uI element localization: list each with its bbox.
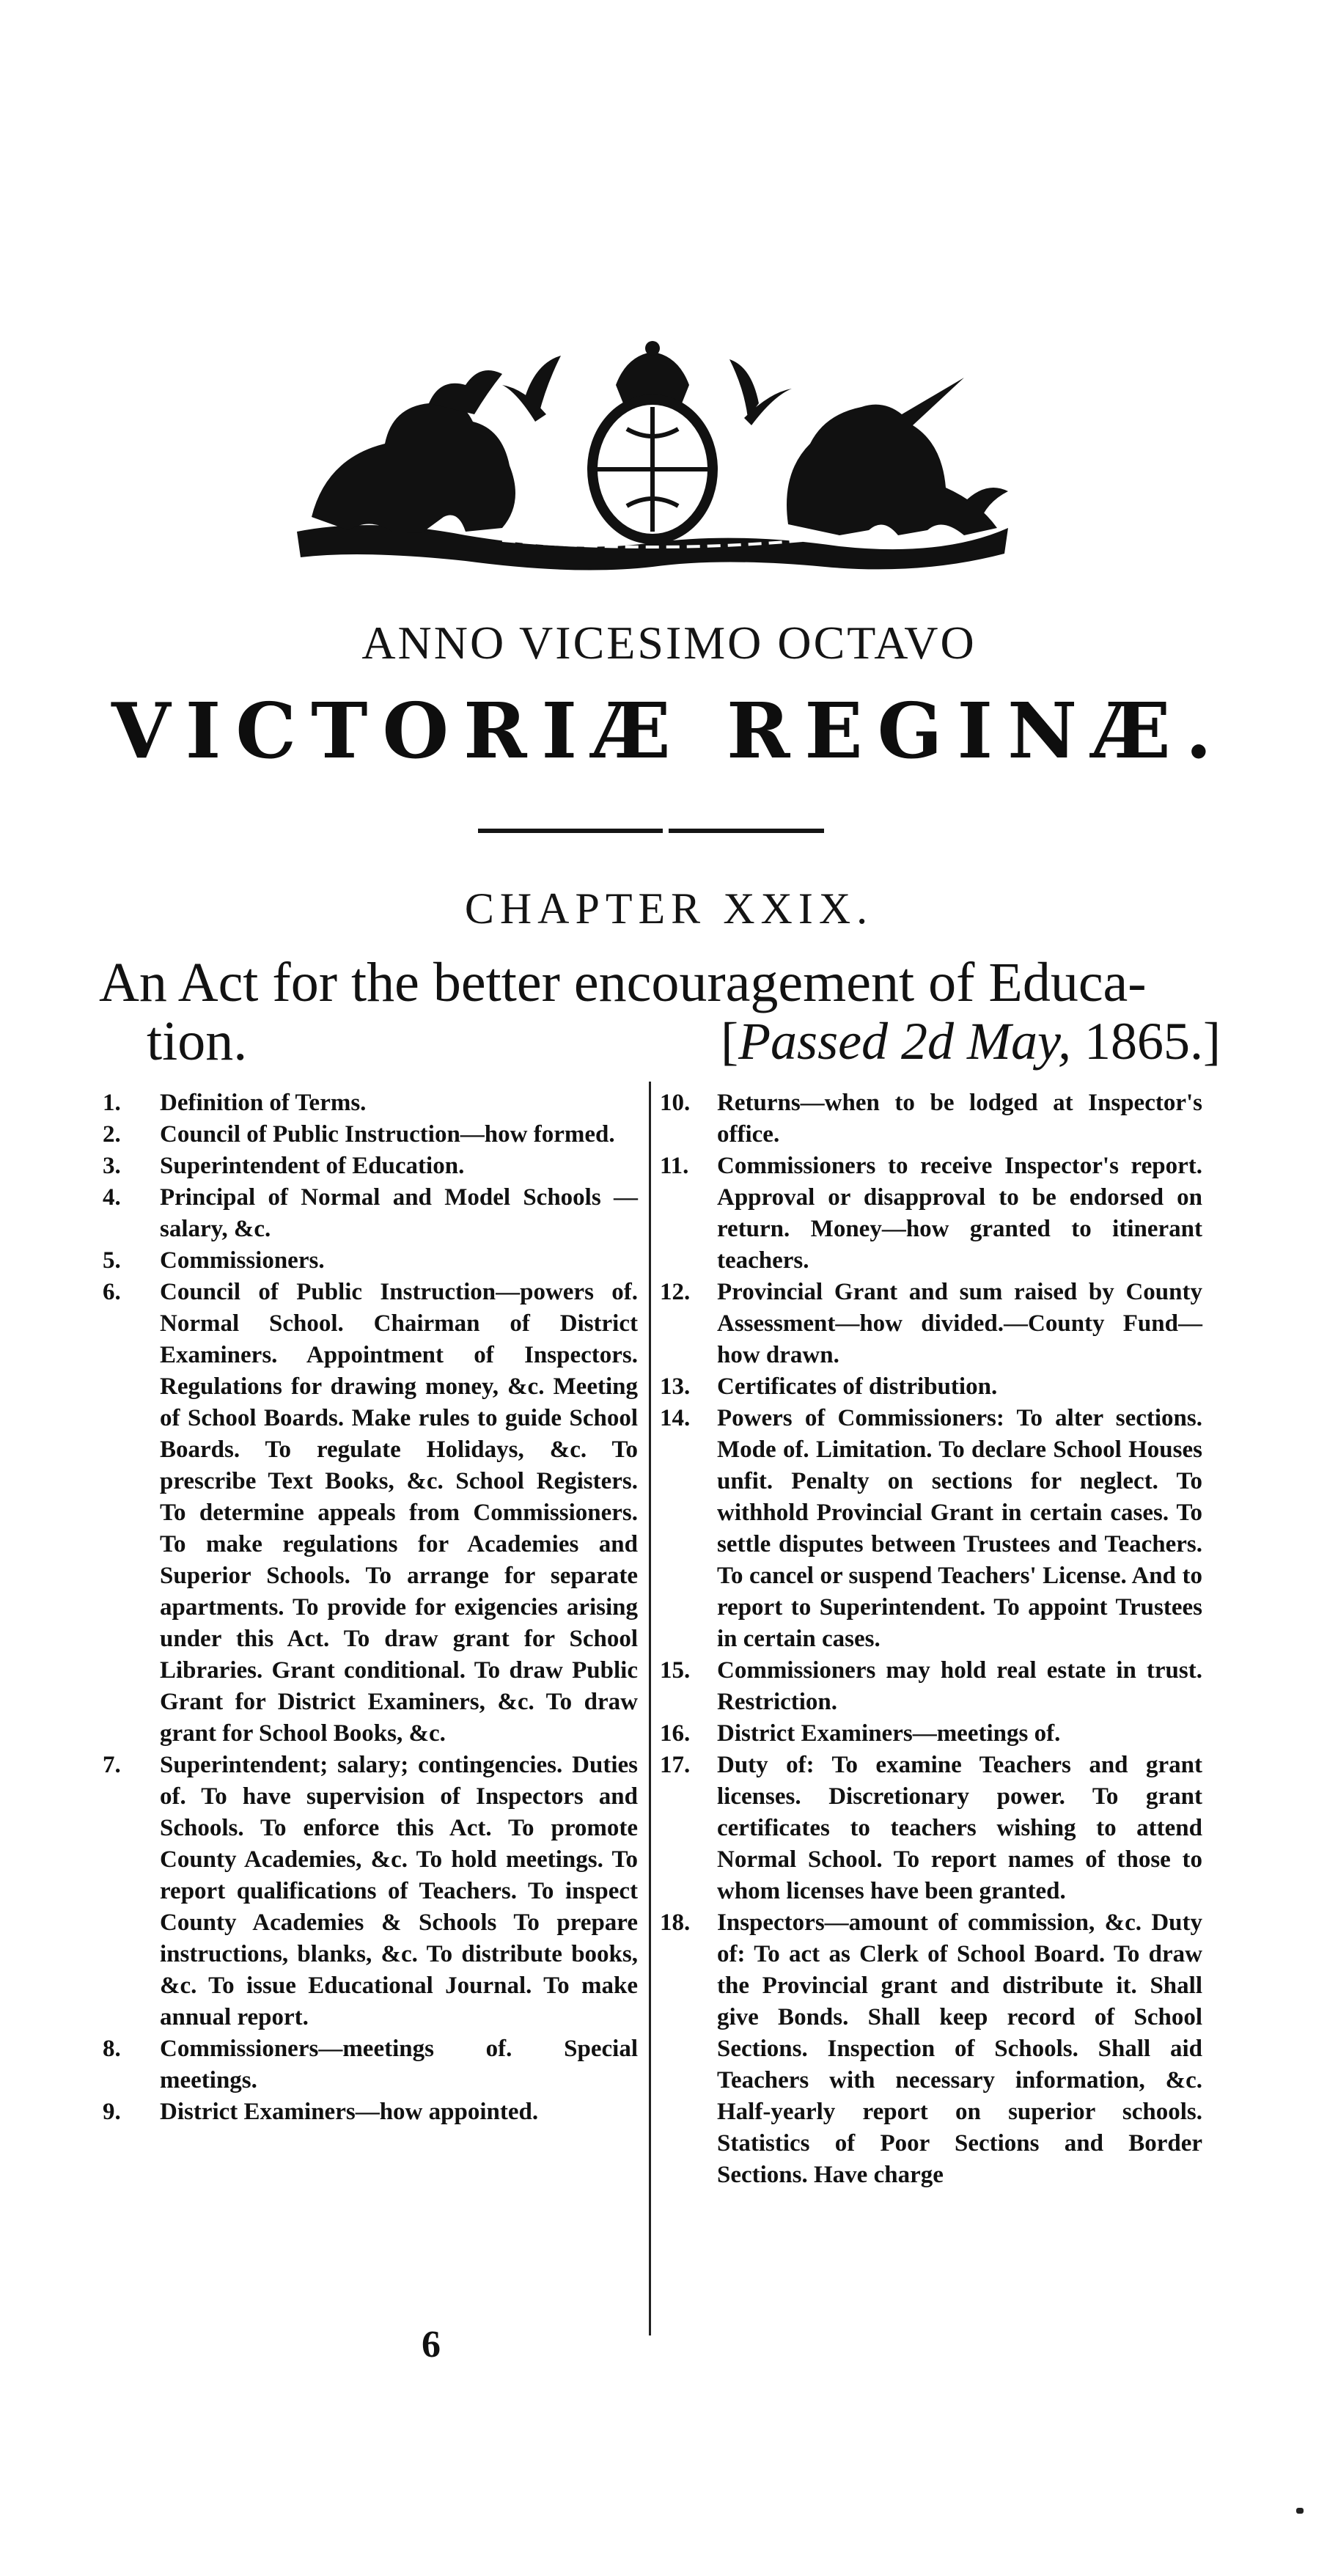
entry-number: 5. <box>103 1247 121 1274</box>
entry-text: Superintendent of Education. <box>160 1153 465 1179</box>
entry-number: 10. <box>660 1090 691 1116</box>
contents-entry <box>660 1277 1202 1371</box>
contents-entry <box>660 1655 1202 1718</box>
contents-entry <box>660 1907 1202 2191</box>
entry-number: 13. <box>660 1373 691 1400</box>
royal-coat-of-arms-icon <box>282 334 1023 576</box>
divider-rule <box>478 829 663 833</box>
contents-entry <box>103 1750 638 2033</box>
entry-text: Council of Public Instruction—how formed. <box>160 1121 615 1148</box>
contents-entry <box>660 1087 1202 1151</box>
entry-number: 2. <box>103 1121 121 1148</box>
passed-date <box>721 1012 1221 1071</box>
entry-number: 15. <box>660 1657 691 1684</box>
chapter-heading: CHAPTER XXIX. <box>464 884 874 933</box>
contents-right-column <box>660 1087 1202 2191</box>
passed-bracket: [ <box>721 1012 739 1071</box>
entry-number: 1. <box>103 1090 121 1116</box>
entry-number: 8. <box>103 2036 121 2062</box>
contents-entry <box>660 1750 1202 1907</box>
entry-text: Powers of Commissioners: To alter sections. Mode of. Limitation. To declare School Houses unfit. Penalty on sections for neglect. To withhold Provincial Grant in certain cases. To settle disputes between Trustees and Teachers. To cancel or suspend Teachers' License. And to report to Superintendent. To appoint Trustees in certain cases. <box>717 1405 1202 1652</box>
entry-text: Council of Public Instruction—powers of. Normal School. Chairman of District Examiners. Appointment of Inspectors. Regulations for drawing money, &c. Meeting of School Boards. Make rules to guide School Boards. To regulate Holidays, &c. To prescribe Text Books, &c. School Registers. To determine appeals from Commissioners. To make regulations for Academies and Superior Schools. To arrange for separate apartments. To provide for exigencies arising under this Act. To draw grant for School Libraries. Grant conditional. To draw Public Grant for District Examiners, &c. To draw grant for School Books, &c. <box>160 1279 638 1747</box>
entry-number: 17. <box>660 1752 691 1778</box>
contents-entry <box>103 1277 638 1750</box>
contents-entry <box>103 1087 638 1119</box>
contents-entry <box>103 1119 638 1151</box>
entry-text: Returns—when to be lodged at Inspector's office. <box>717 1090 1202 1148</box>
contents-left-column <box>103 1087 638 2128</box>
entry-text: District Examiners—meetings of. <box>717 1720 1061 1747</box>
contents-entry <box>103 2096 638 2128</box>
passed-year: 1865.] <box>1071 1012 1221 1071</box>
entry-text: Commissioners. <box>160 1247 325 1274</box>
entry-text: Commissioners—meetings of. Special meetings. <box>160 2036 638 2094</box>
act-title-continuation: tion. <box>147 1010 248 1072</box>
column-divider <box>649 1082 651 2335</box>
entry-text: Inspectors—amount of commission, &c. Duty of: To act as Clerk of School Board. To draw the Provincial grant and distribute it. Shall give Bonds. Shall keep record of School Sections. Inspection of Schools. Shall aid Teachers with necessary information, &c. Half-yearly report on superior schools. Statistics of Poor Sections and Border Sections. Have charge <box>717 1909 1202 2188</box>
passed-label: Passed 2d May, <box>738 1012 1072 1071</box>
contents-entry <box>103 1182 638 1245</box>
entry-text: Superintendent; salary; contingencies. Duties of. To have supervision of Inspectors and Schools. To enforce this Act. To promote County Academies, &c. To hold meetings. To report qualifications of Teachers. To inspect County Academies & Schools To prepare instructions, blanks, &c. To distribute books, &c. To issue Educational Journal. To make annual report. <box>160 1752 638 2030</box>
entry-number: 6. <box>103 1279 121 1305</box>
contents-entry <box>660 1718 1202 1750</box>
entry-text: Duty of: To examine Teachers and grant licenses. Discretionary power. To grant certificates to teachers wishing to attend Normal School. To report names of those to whom licenses have been granted. <box>717 1752 1202 1904</box>
contents-entry <box>660 1403 1202 1655</box>
anno-heading: ANNO VICESIMO OCTAVO <box>361 617 977 669</box>
contents-entry <box>103 1245 638 1277</box>
entry-number: 9. <box>103 2099 121 2125</box>
entry-text: Commissioners to receive Inspector's report. Approval or disapproval to be endorsed on return. Money—how granted to itinerant teachers. <box>717 1153 1202 1274</box>
act-title: An Act for the better encouragement of Educa- <box>99 952 1147 1013</box>
entry-text: Principal of Normal and Model Schools —salary, &c. <box>160 1184 638 1242</box>
entry-number: 16. <box>660 1720 691 1747</box>
contents-entry <box>660 1151 1202 1277</box>
entry-number: 11. <box>660 1153 689 1179</box>
entry-text: Definition of Terms. <box>160 1090 367 1116</box>
entry-number: 12. <box>660 1279 691 1305</box>
divider-rule <box>669 829 824 833</box>
entry-number: 14. <box>660 1405 691 1431</box>
contents-entry <box>103 2033 638 2096</box>
entry-text: Commissioners may hold real estate in trust. Restriction. <box>717 1657 1202 1715</box>
entry-number: 4. <box>103 1184 121 1211</box>
contents-entry <box>660 1371 1202 1403</box>
entry-number: 7. <box>103 1752 121 1778</box>
page-number: 6 <box>422 2324 441 2366</box>
entry-text: Provincial Grant and sum raised by County Assessment—how divided.—County Fund—how drawn. <box>717 1279 1202 1368</box>
contents-entry <box>103 1151 638 1182</box>
entry-text: Certificates of distribution. <box>717 1373 998 1400</box>
reign-heading: VICTORIÆ REGINÆ. <box>111 686 1227 776</box>
print-speck <box>1296 2508 1304 2514</box>
entry-text: District Examiners—how appointed. <box>160 2099 539 2125</box>
entry-number: 18. <box>660 1909 691 1936</box>
entry-number: 3. <box>103 1153 121 1179</box>
